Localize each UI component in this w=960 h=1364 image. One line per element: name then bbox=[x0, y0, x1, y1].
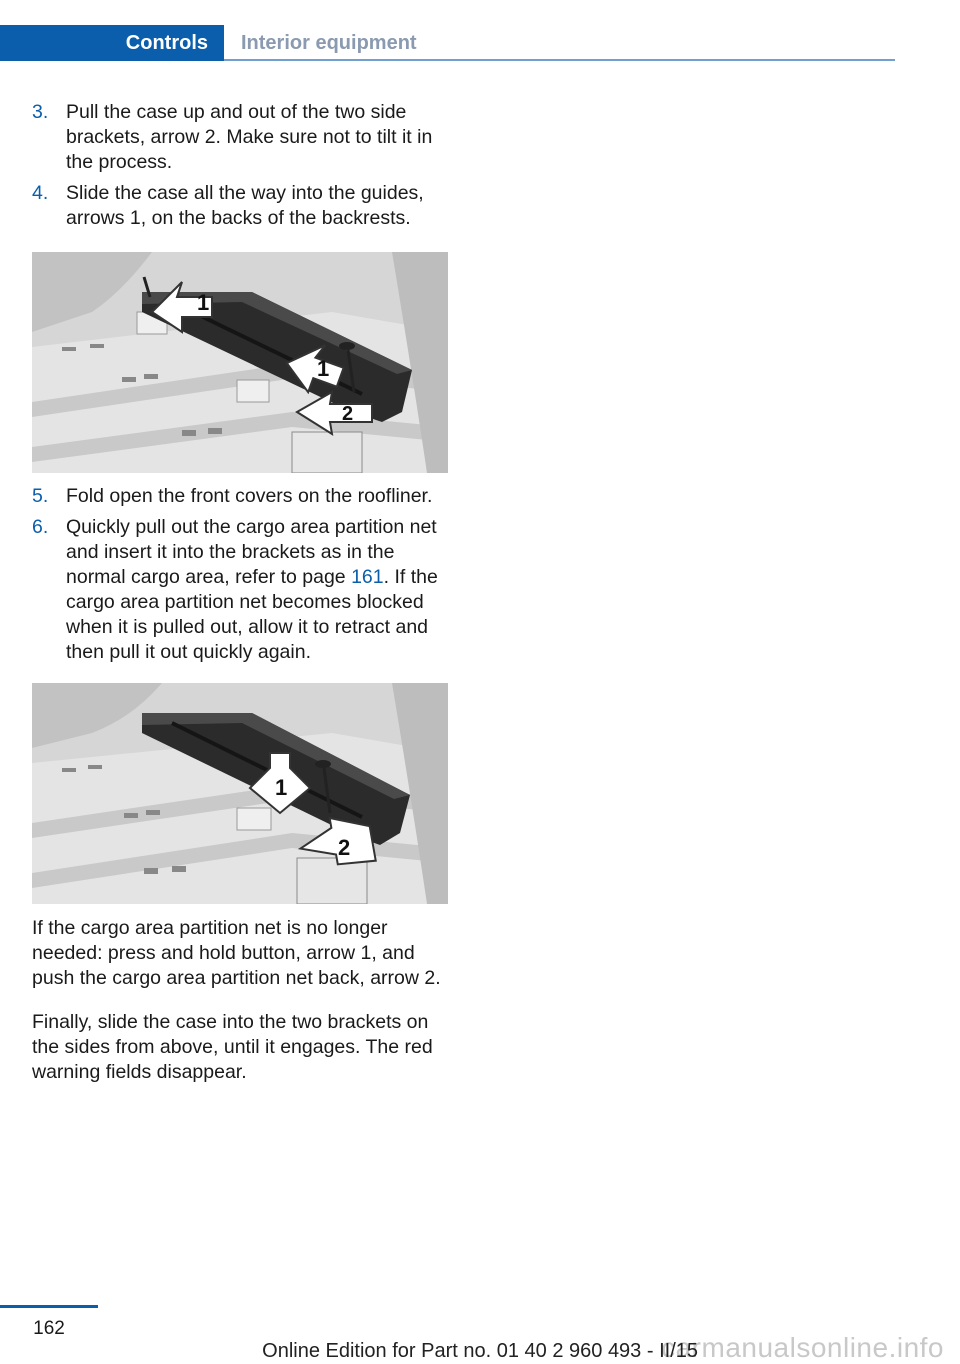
step-number: 5. bbox=[32, 485, 49, 507]
figure-arrow-label: 2 bbox=[342, 403, 354, 425]
step-text-part: . If the cargo area partition net becomes blocked when it is pulled out, allow it to retract and then pull it out quickly again. bbox=[66, 566, 438, 663]
footer-rule bbox=[0, 1305, 98, 1308]
step-text: Fold open the front covers on the roofliner. bbox=[66, 485, 433, 507]
page-number: 162 bbox=[33, 1318, 65, 1339]
figure-arrow-label: 2 bbox=[338, 835, 351, 860]
edition-text: Online Edition for Part no. 01 40 2 960 493 - II/15 bbox=[262, 1340, 698, 1362]
step-number: 3. bbox=[32, 101, 49, 123]
step-number: 4. bbox=[32, 182, 49, 204]
step-item bbox=[32, 515, 450, 665]
figure-slide-case-into-guides bbox=[32, 252, 448, 473]
step-item bbox=[32, 181, 450, 231]
steps-mid bbox=[32, 484, 450, 671]
subsection-tab: Interior equipment bbox=[241, 31, 417, 54]
section-tab: Controls bbox=[0, 25, 224, 61]
figure-arrow-label: 1 bbox=[197, 290, 210, 315]
watermark: carmanualsonline.info bbox=[661, 1332, 944, 1363]
step-text-part: Quickly pull out the cargo area partition net and insert it into the brackets as in the normal cargo area, refer to page bbox=[66, 516, 437, 588]
step-text: Slide the case all the way into the guides, arrows 1, on the backs of the backrests. bbox=[66, 182, 424, 229]
figure-partition-net-release bbox=[32, 683, 448, 904]
steps-top bbox=[32, 100, 450, 237]
page-header bbox=[0, 25, 895, 61]
step-number: 6. bbox=[32, 516, 49, 538]
paragraph-case-engage: Finally, slide the case into the two brackets on the sides from above, until it engages. The red warning fields disappear. bbox=[32, 1011, 433, 1083]
paragraph-partition-net-retract: If the cargo area partition net is no longer needed: press and hold button, arrow 1, and push the cargo area partition net back, arrow 2. bbox=[32, 917, 441, 989]
step-text bbox=[66, 516, 438, 663]
header-rule bbox=[224, 59, 895, 61]
step-text: Pull the case up and out of the two side brackets, arrow 2. Make sure not to tilt it in the process. bbox=[66, 101, 433, 173]
figure-arrow-label: 1 bbox=[317, 356, 330, 381]
figure-arrow-label: 1 bbox=[275, 775, 288, 800]
page-reference-link[interactable]: 161 bbox=[351, 566, 384, 588]
step-item bbox=[32, 100, 450, 175]
step-item bbox=[32, 484, 450, 509]
